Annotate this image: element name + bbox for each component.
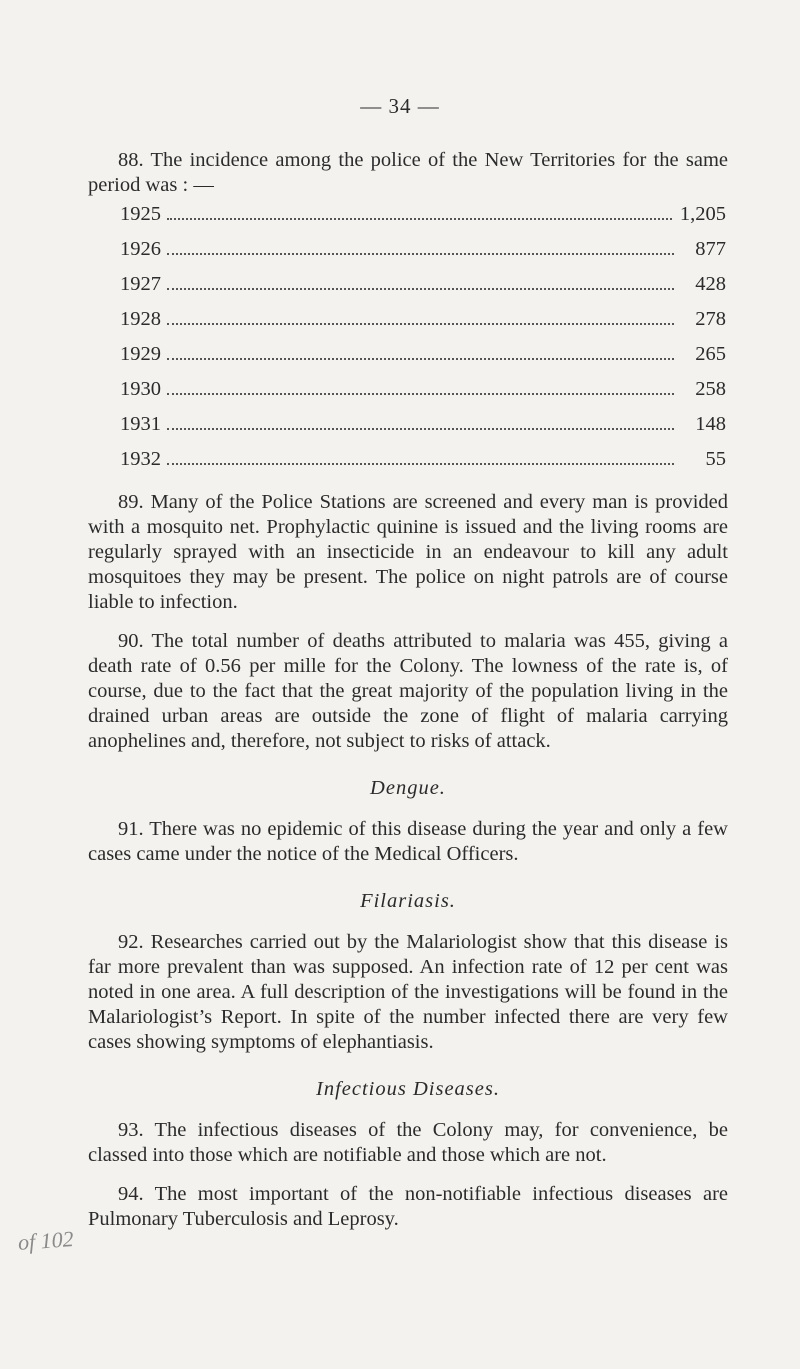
table-row (120, 447, 726, 482)
dot-leader (167, 287, 674, 290)
paragraph-93: 93. The infectious diseases of the Colony may, for convenience, be classed into those which are notifiable and those which are not. (88, 1119, 728, 1166)
paragraph-90: 90. The total number of deaths attributed to malaria was 455, giving a death rate of 0.56 per mille for the Colony. The lowness of the rate is, of course, due to the fact that the great majority of the population living in the drained urban areas are outside the zone of flight of malaria carrying anophelines and, therefore, not subject to risks of attack. (88, 630, 728, 752)
table-row (120, 377, 726, 412)
dot-leader (167, 462, 674, 465)
police-incidence-table (88, 202, 726, 482)
paragraph-91: 91. There was no epidemic of this disease during the year and only a few cases came under the notice of the Medical Officers. (88, 818, 728, 865)
incidence-value-cell: 428 (695, 273, 726, 295)
year-cell: 1926 (120, 238, 161, 260)
year-cell: 1927 (120, 273, 161, 295)
incidence-value-cell: 1,205 (679, 203, 726, 225)
table-row (120, 237, 726, 272)
year-cell: 1928 (120, 308, 161, 330)
table-row (120, 342, 726, 377)
year-cell: 1931 (120, 413, 161, 435)
incidence-value-cell: 278 (695, 308, 726, 330)
incidence-value-cell: 148 (695, 413, 726, 435)
heading-filariasis: Filariasis. (360, 890, 456, 912)
dot-leader (167, 392, 674, 395)
handwritten-margin-note: of 102 (17, 1226, 75, 1255)
incidence-value-cell: 877 (695, 238, 726, 260)
year-cell: 1929 (120, 343, 161, 365)
dot-leader (167, 322, 674, 325)
dot-leader (167, 252, 674, 255)
year-cell: 1930 (120, 378, 161, 400)
paragraph-94: 94. The most important of the non-notifiable infectious diseases are Pulmonary Tuberculosis and Leprosy. (88, 1183, 728, 1230)
table-row (120, 412, 726, 447)
table-row (120, 307, 726, 342)
incidence-value-cell: 55 (705, 448, 726, 470)
year-cell: 1925 (120, 203, 161, 225)
paragraph-88: 88. The incidence among the police of the New Territories for the same period was : — (88, 149, 728, 196)
incidence-value-cell: 258 (695, 378, 726, 400)
incidence-value-cell: 265 (695, 343, 726, 365)
heading-dengue: Dengue. (370, 777, 446, 799)
table-row (120, 272, 726, 307)
table-row (120, 202, 726, 237)
page-number: — 34 — (360, 94, 440, 118)
paragraph-89: 89. Many of the Police Stations are screened and every man is provided with a mosquito net. Prophylactic quinine is issued and the living rooms are regularly sprayed with an insecticide in an endeavour to kill any adult mosquitoes they may be present. The police on night patrols are of course liable to infection. (88, 491, 728, 613)
dot-leader (167, 217, 672, 220)
document-body (88, 148, 728, 1232)
dot-leader (167, 357, 674, 360)
paragraph-92: 92. Researches carried out by the Malariologist show that this disease is far more prevalent than was supposed. An infection rate of 12 per cent was noted in one area. A full description of the investigations will be found in the Malariologist’s Report. In spite of the number infected there are very few cases showing symptoms of elephantiasis. (88, 931, 728, 1053)
year-cell: 1932 (120, 448, 161, 470)
dot-leader (167, 427, 674, 430)
heading-infectious-diseases: Infectious Diseases. (316, 1078, 500, 1100)
